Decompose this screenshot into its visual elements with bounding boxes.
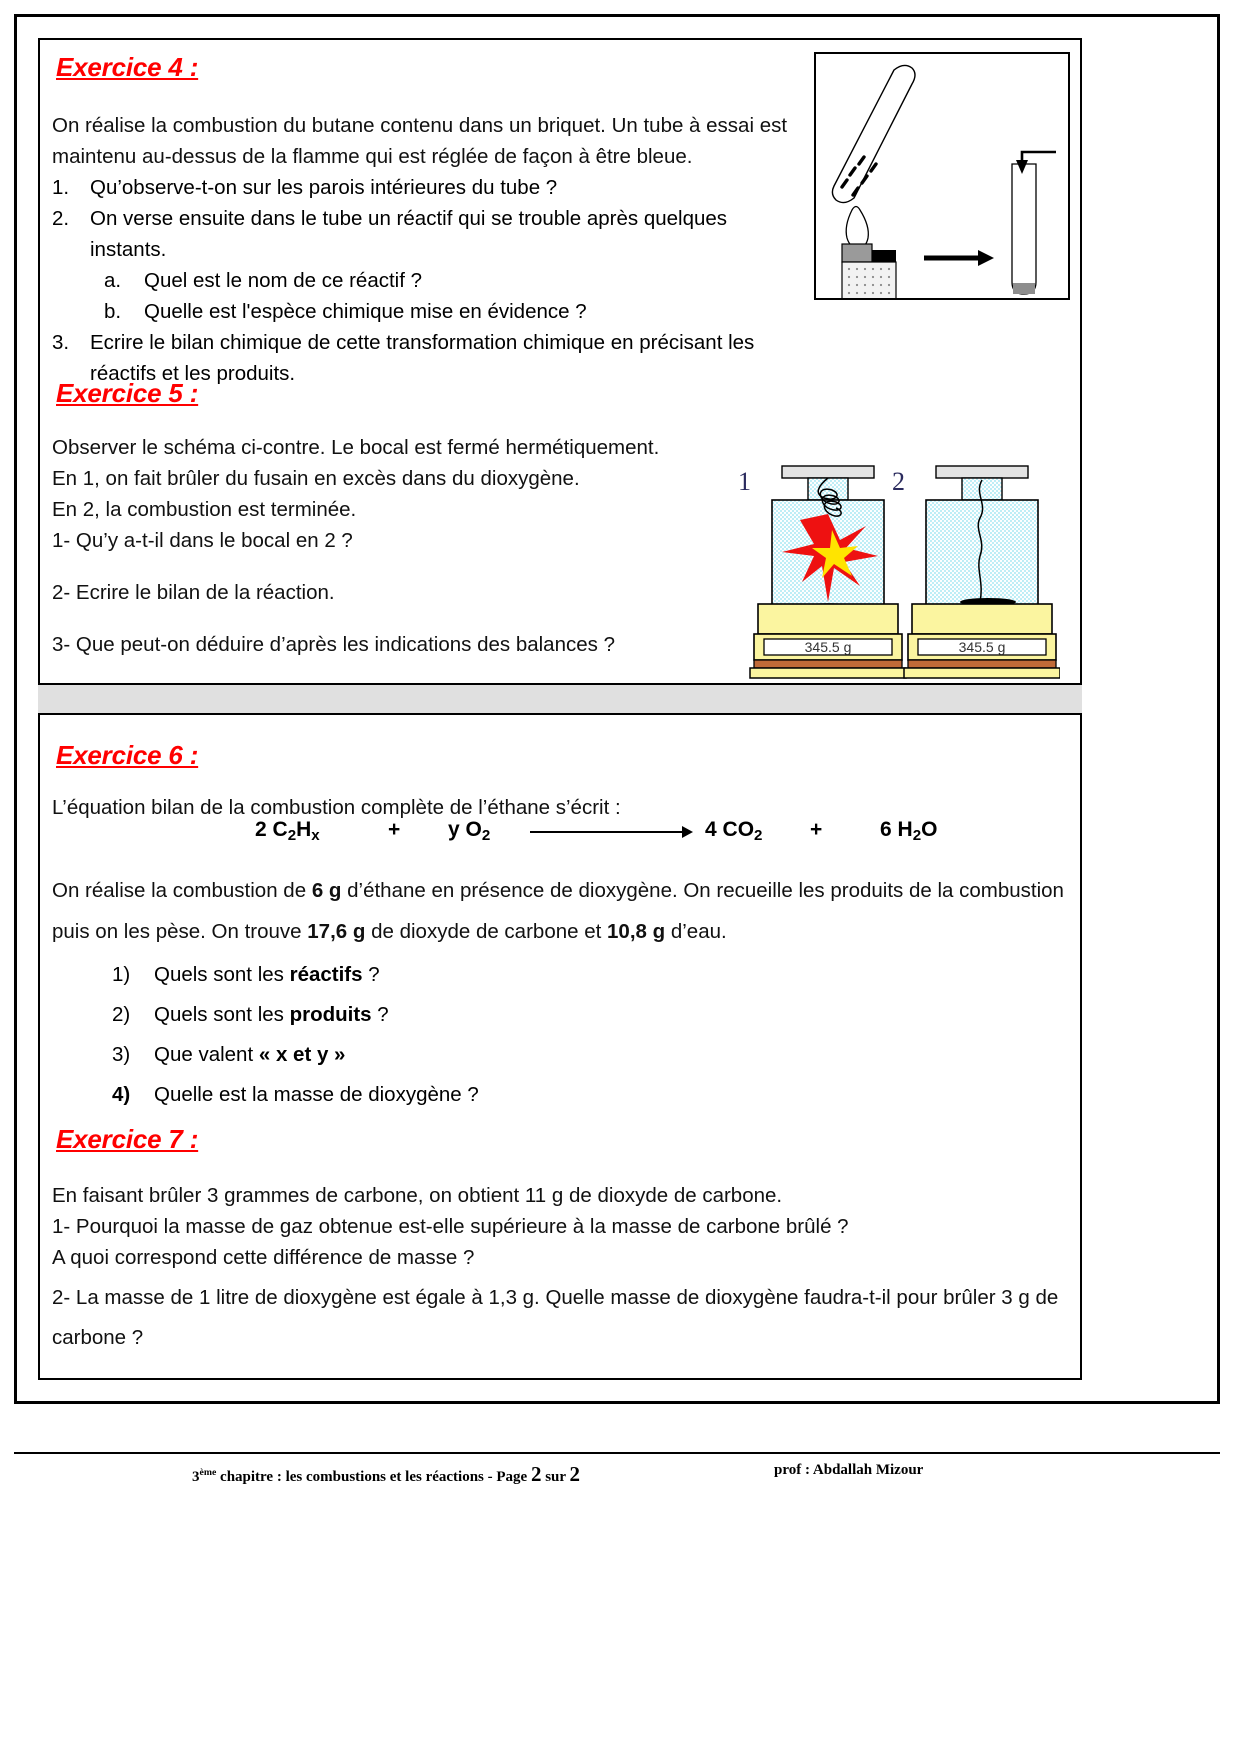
- exercise-5-question-1: 1- Qu’y a-t-il dans le bocal en 2 ?: [52, 529, 353, 552]
- footer-divider: [14, 1452, 1220, 1454]
- exercise-7-line-1: En faisant brûler 3 grammes de carbone, on obtient 11 g de dioxyde de carbone.: [52, 1184, 783, 1207]
- exercise-6-question-list: [112, 955, 732, 1115]
- para-text: d’eau.: [665, 920, 727, 943]
- exercise-4-question-list: [52, 172, 782, 389]
- list-item: [52, 172, 782, 203]
- exercise-5-line-3: En 2, la combustion est terminée.: [52, 498, 357, 521]
- para-text: de dioxyde de carbone et: [365, 920, 608, 943]
- para-bold: 10,8 g: [607, 920, 666, 943]
- list-item: [112, 1035, 732, 1075]
- exercise-5-heading: Exercice 5 :: [56, 378, 199, 408]
- list-text: Qu’observe-t-on sur les parois intérieures du tube ?: [90, 176, 558, 199]
- equation-arrow-shaft: [530, 831, 682, 833]
- balance-reading-right: 345.5 g: [958, 639, 1006, 655]
- list-item: [112, 995, 732, 1035]
- list-text: Quels sont les produits ?: [154, 1003, 389, 1026]
- list-item: [52, 265, 782, 296]
- process-arrow-icon: [924, 250, 994, 266]
- list-text: Ecrire le bilan chimique de cette transformation chimique en précisant les réactifs et les produits.: [90, 331, 755, 385]
- exercise-6-paragraph-line-2: [52, 916, 1072, 947]
- exercise-6-equation: [255, 818, 955, 852]
- footer-author: prof : Abdallah Mizour: [774, 1462, 924, 1478]
- exercise-5-line-2: En 1, on fait brûler du fusain en excès dans du dioxygène.: [52, 467, 580, 490]
- exercise-4-heading: Exercice 4 :: [56, 52, 199, 82]
- equation-plus-2: +: [810, 818, 823, 841]
- list-marker: 1.: [52, 176, 70, 199]
- equation-reactant-2: y $O_2$: [448, 818, 491, 844]
- exercise-7-heading: Exercice 7 :: [56, 1124, 199, 1154]
- exercise-7-line-4: 2- La masse de 1 litre de dioxygène est égale à 1,3 g. Quelle masse de dioxygène faudra-t-il pour brûler 3 g de: [52, 1286, 1059, 1309]
- para-bold: 17,6 g: [307, 920, 366, 943]
- list-text: Quelle est la masse de dioxygène ?: [154, 1083, 479, 1106]
- list-item: [52, 296, 782, 327]
- list-marker: 4): [112, 1083, 131, 1106]
- exercise-6-heading: Exercice 6 :: [56, 740, 199, 770]
- list-text: On verse ensuite dans le tube un réactif qui se trouble après quelques instants.: [90, 207, 728, 261]
- jar-label-1: 1: [738, 467, 751, 496]
- exercise-7-line-2: 1- Pourquoi la masse de gaz obtenue est-elle supérieure à la masse de carbone brûlé ?: [52, 1215, 849, 1238]
- exercise-5-question-3: 3- Que peut-on déduire d’après les indications des balances ?: [52, 633, 615, 656]
- exercise-6-paragraph-line-1: [52, 875, 1072, 906]
- exercise-6-intro: L’équation bilan de la combustion complète de l’éthane s’écrit :: [52, 796, 621, 819]
- exercise-5-question-2: 2- Ecrire le bilan de la réaction.: [52, 581, 335, 604]
- equation-arrow-head-icon: [682, 826, 693, 838]
- para-text: On réalise la combustion de: [52, 879, 312, 902]
- list-marker: 2): [112, 1003, 131, 1026]
- list-item: [112, 955, 732, 995]
- list-marker: 1): [112, 963, 131, 986]
- list-marker: a.: [104, 269, 122, 292]
- para-text: d’éthane en présence de dioxygène. On recueille les produits de la combustion: [341, 879, 1064, 902]
- list-marker: b.: [104, 300, 122, 323]
- equation-plus-1: +: [388, 818, 401, 841]
- jar-balance-diagram: [730, 452, 1060, 684]
- list-item: [112, 1075, 732, 1115]
- exercise-4-figure: [814, 52, 1070, 300]
- equation-product-1: 4 $CO_2$: [705, 818, 763, 844]
- list-text: Que valent « x et y »: [154, 1043, 346, 1066]
- list-marker: 3): [112, 1043, 131, 1066]
- exercise-5-figure: [730, 452, 1060, 684]
- list-marker: 2.: [52, 207, 70, 230]
- list-item: [52, 203, 782, 265]
- para-text: puis on les pèse. On trouve: [52, 920, 308, 943]
- lighter-testtube-diagram: [816, 54, 1068, 298]
- section-separator-band: [38, 683, 1082, 715]
- jar-label-2: 2: [892, 467, 905, 496]
- para-bold: 6 g: [311, 879, 342, 902]
- exercise-7-line-3: A quoi correspond cette différence de masse ?: [52, 1246, 475, 1269]
- list-text: Quel est le nom de ce réactif ?: [144, 269, 423, 292]
- list-marker: 3.: [52, 331, 70, 354]
- exercise-5-line-1: Observer le schéma ci-contre. Le bocal est fermé hermétiquement.: [52, 436, 660, 459]
- equation-reactant-1: 2 $C_2H_x$: [255, 818, 320, 844]
- exercise-7-line-5: carbone ?: [52, 1326, 144, 1349]
- footer-chapter-info: 3ème chapitre : les combustions et les réactions - Page 2 sur 2: [192, 1462, 581, 1486]
- exercise-4-intro-line-2: maintenu au-dessus de la flamme qui est réglée de façon à être bleue.: [52, 145, 693, 168]
- balance-reading-left: 345.5 g: [804, 639, 852, 655]
- list-text: Quels sont les réactifs ?: [154, 963, 380, 986]
- list-text: Quelle est l'espèce chimique mise en évidence ?: [144, 300, 587, 323]
- equation-product-2: 6 $H_2O$: [880, 818, 938, 844]
- exercise-4-intro-line-1: On réalise la combustion du butane contenu dans un briquet. Un tube à essai est: [52, 114, 788, 137]
